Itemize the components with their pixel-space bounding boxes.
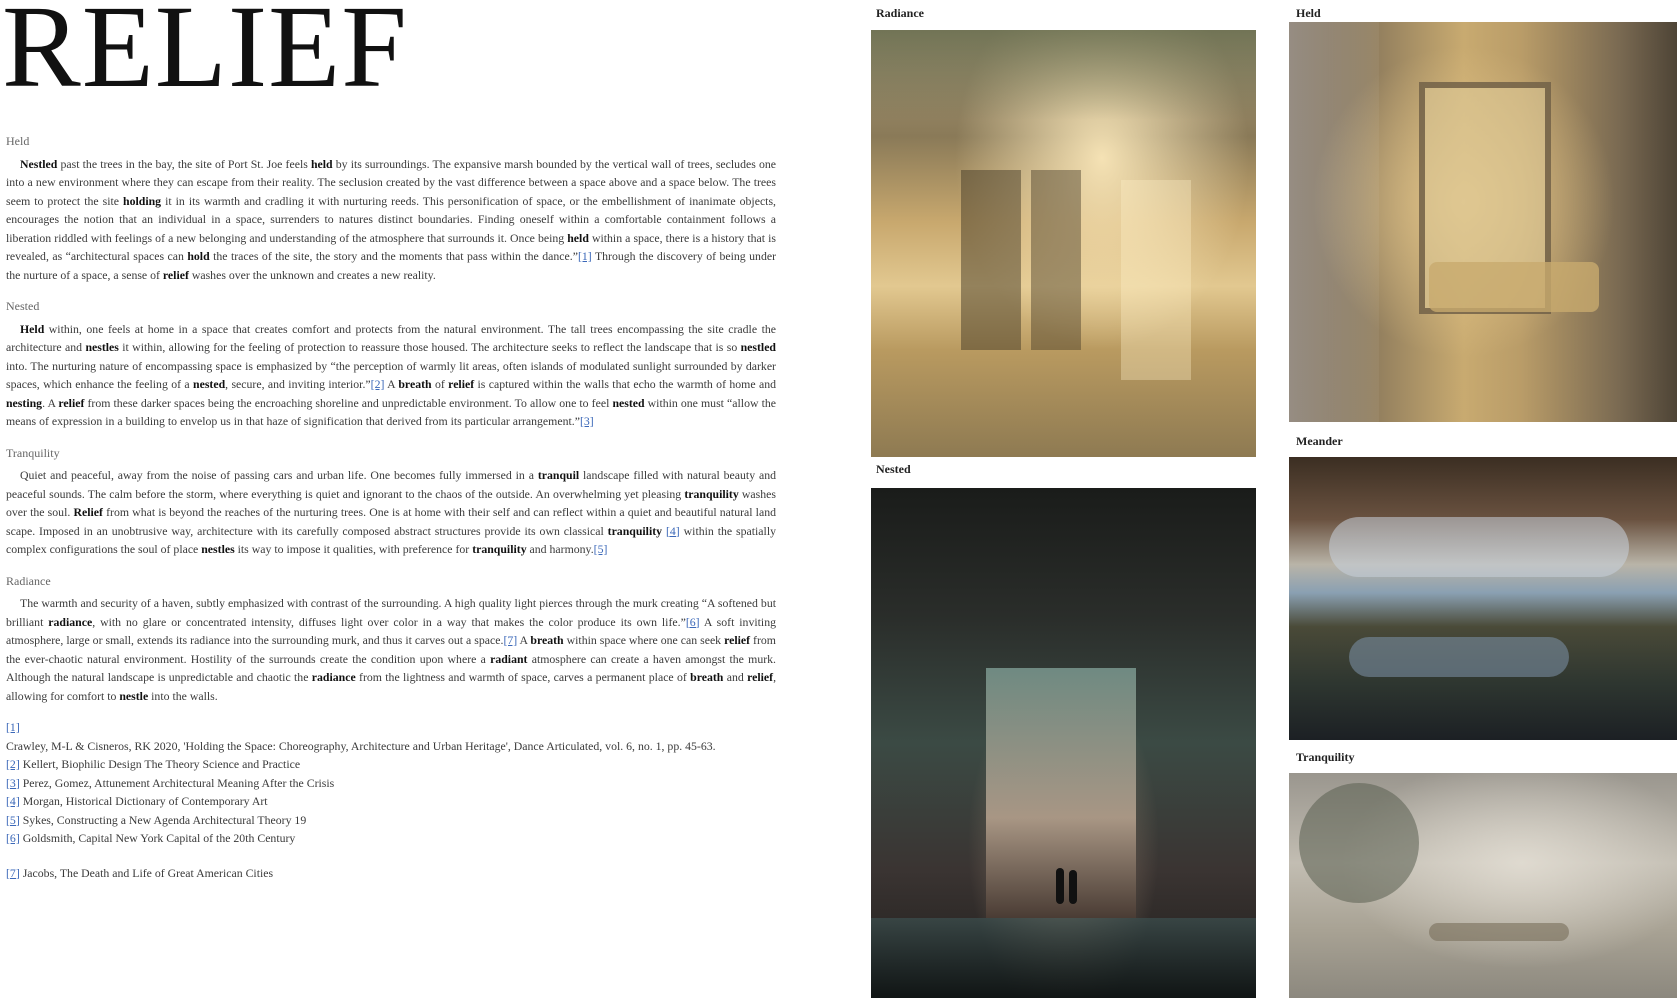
emphasized-word: holding [123,193,162,208]
section-held [6,132,776,284]
reference-line [6,864,776,883]
citation-link[interactable]: [1] [577,249,592,263]
text-run: of [431,377,449,391]
text-run: . A [42,395,59,410]
emphasized-word: relief [58,395,85,410]
page-title: RELIEF [2,0,408,112]
emphasized-word: radiance [48,614,93,629]
text-run: it within, allowing for the feeling of protection to reassure those housed. The architecture seeks to reflect the landscape that is so [118,340,741,354]
emphasized-word: held [310,156,333,171]
emphasized-word: Nestled [20,156,58,171]
emphasized-word: relief [747,670,774,684]
section-paragraph [6,155,776,285]
text-run: Through the discovery of being under the nurture of a space, a sense of [6,249,777,282]
reference-text: Goldsmith, Capital New York Capital of the 20th Century [19,831,296,845]
held-image-label: Held [1296,6,1321,20]
text-run: by its surroundings. The expansive marsh bounded by the vertical wall of trees, secludes one into a new environment where they can escape from their reality. The seclusion created by the vast difference between a space above and a space below. The trees seem to protect the site [6,156,776,208]
emphasized-word: nestle [119,688,149,703]
section-heading: Held [6,134,30,148]
section-paragraph [6,466,776,559]
emphasized-word: nesting [6,395,43,410]
held-image [1289,22,1677,422]
citation-link[interactable]: [7] [503,633,518,647]
text-run: A soft inviting atmosphere, large or small, extends its radiance into the surrounding murk, and thus it carves out a space. [6,614,776,647]
text-run: from the ever-chaotic natural environment. Hostility of the surrounds create the condition upon where a [6,633,776,666]
section-paragraph [6,320,776,431]
text-run: into. The nurturing nature of encompassing space is emphasized by “the perception of warmly lit areas, often islands of modulated sunlight surrounded by darker spaces, which enhance the feeling of a [6,358,776,391]
reference-link[interactable]: [3] [6,775,20,790]
text-run: within, one feels at home in a space that creates comfort and protects from the natural environment. The tall trees encompassing the site cradle the architecture and [6,321,776,354]
emphasized-word: nestled [740,340,776,354]
nested-image-label: Nested [876,462,911,476]
reference-text: Perez, Gomez, Attunement Architectural Meaning After the Crisis [19,775,335,790]
emphasized-word: relief [448,377,475,391]
reference-link[interactable]: [5] [6,812,20,827]
reference-link[interactable]: [7] [6,865,20,880]
radiance-image-label: Radiance [876,6,924,20]
reference-link[interactable]: [4] [6,794,20,808]
section-nested [6,297,776,431]
tranquility-image [1289,773,1677,998]
reference-line [6,792,776,811]
emphasized-word: Relief [73,505,103,519]
reference-line [6,755,776,774]
emphasized-word: tranquil [537,468,580,482]
reference-text: Jacobs, The Death and Life of Great American Cities [19,865,274,880]
reference-line [6,829,776,848]
tranquility-image-label: Tranquility [1296,750,1355,764]
citation-link[interactable]: [6] [685,614,700,629]
text-run: and [723,670,748,684]
text-run: A [517,633,531,647]
reference-line [6,774,776,793]
section-heading: Tranquility [6,445,60,460]
emphasized-word: nested [193,377,226,391]
text-run: within a space, there is a history that is revealed, as “architectural spaces can [6,230,776,263]
text-run: is captured within the walls that echo the warmth of home and [474,377,776,391]
citation-link[interactable]: [3] [579,414,594,428]
text-run: into the walls. [148,688,218,703]
text-run: within the spatially complex configurations the soul of place [6,523,776,556]
emphasized-word: breath [690,670,724,684]
text-run: from these darker spaces being the encroaching shoreline and unpredictable environment. To allow one to feel [84,395,613,410]
citation-link[interactable]: [2] [370,377,385,391]
emphasized-word: nestles [85,340,119,354]
radiance-image [871,30,1256,457]
emphasized-word: Held [20,321,45,336]
emphasized-word: tranquility [472,542,527,556]
text-run: Quiet and peaceful, away from the noise of passing cars and urban life. One becomes fully immersed in a [20,468,538,482]
citation-link[interactable]: [4] [665,523,680,538]
reference-link[interactable]: [1] [6,720,20,734]
text-run: washes over the soul. [6,486,776,519]
reference-text: Kellert, Biophilic Design The Theory Science and Practice [19,757,301,771]
emphasized-word: radiance [311,670,356,684]
reference-line [6,811,776,830]
text-run: landscape filled with natural beauty and peaceful sounds. The calm before the storm, where everything is quiet and ignorant to the chaos of the outside. An overwhelming yet pleasing [6,468,777,501]
text-run: , with no glare or concentrated intensity, diffuses light over color in a way that makes the color produce its own life.” [92,614,686,629]
references-list [6,718,776,882]
section-heading: Nested [6,299,40,313]
emphasized-word: tranquility [607,523,663,538]
section-tranquility [6,444,776,559]
text-run: its way to impose it qualities, with preference for [234,542,473,556]
reference-line [6,737,776,756]
citation-link[interactable]: [5] [593,542,608,556]
section-radiance [6,572,776,706]
nested-image [871,488,1256,998]
reference-text: Crawley, M-L & Cisneros, RK 2020, 'Holding the Space: Choreography, Architecture and Urban Heritage', Dance Articulated, vol. 6, no. 1, pp. 45-63. [6,738,716,753]
emphasized-word: tranquility [684,486,739,501]
text-run: , allowing for comfort to [6,670,777,703]
emphasized-word: relief [162,267,189,282]
text-run: past the trees in the bay, the site of Port St. Joe feels [57,156,311,171]
emphasized-word: nested [612,395,645,410]
text-run: and harmony. [526,542,594,556]
text-run: it in its warmth and cradling it with nurturing reeds. This personification of space, or the embellishment of inanimate objects, encourages the notion that an individual in a space, surrenders to natures distinct boundaries. Finding oneself within a comfortable containment follows a liberation riddled with feelings of a new belonging and understanding of the atmosphere that surrounds it. Once being [6,193,776,245]
text-run: within space where one can seek [563,633,725,647]
emphasized-word: breath [398,377,432,391]
reference-text: Sykes, Constructing a New Agenda Architectural Theory 19 [19,812,307,827]
emphasized-word: breath [530,633,564,647]
text-run: atmosphere can create a haven amongst the murk. Although the natural landscape is unpredictable and chaotic the [6,651,776,684]
text-run: The warmth and security of a haven, subtly emphasized with contrast of the surrounding. A high quality light pierces through the murk creating “A softened but brilliant [6,596,776,629]
reference-line [6,718,776,737]
reference-text: Morgan, Historical Dictionary of Contemporary Art [19,794,268,808]
reference-link[interactable]: [2] [6,757,20,771]
reference-link[interactable]: [6] [6,831,20,845]
section-heading: Radiance [6,573,51,588]
essay-text [6,132,776,882]
meander-image [1289,457,1677,740]
emphasized-word: nestles [201,542,235,556]
emphasized-word: held [567,230,589,245]
text-run: from what is beyond the reaches of the nurturing trees. One is at home with their self and can reflect within a quiet and beautiful natural land scape. Imposed in an unobtrusive way, architecture with its carefully composed abstract structures provide its own classical [6,505,776,538]
emphasized-word: hold [187,249,210,263]
text-run: from the lightness and warmth of space, carves a permanent place of [355,670,691,684]
text-run: , secure, and inviting interior.” [225,377,371,391]
meander-image-label: Meander [1296,434,1343,448]
emphasized-word: relief [724,633,751,647]
text-run: the traces of the site, the story and the moments that pass within the dance.” [209,249,578,263]
text-run: A [384,377,399,391]
text-run: washes over the unknown and creates a new reality. [188,267,436,282]
text-run: within one must “allow the means of expression in a building to envelop us in that haze of signification that derived from its particular arrangement.” [6,395,776,428]
emphasized-word: radiant [490,651,528,666]
section-paragraph [6,594,776,705]
